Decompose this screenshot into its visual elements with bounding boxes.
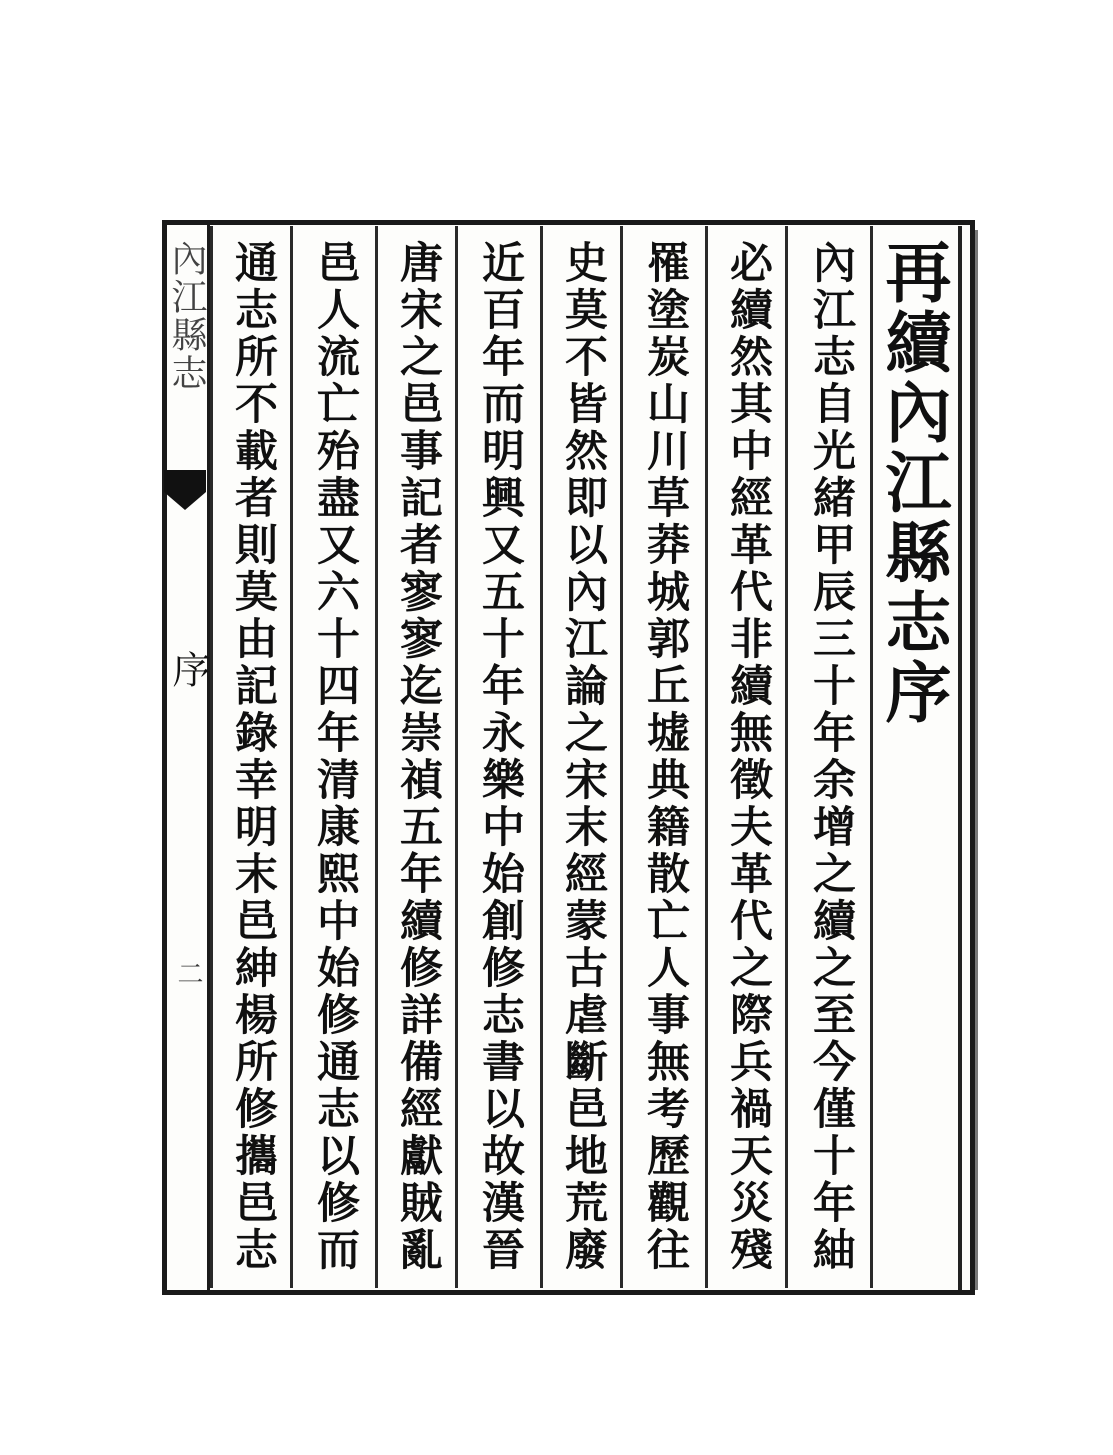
text-column-5: 近百年而明興又五十年永樂中始創修志書以故漢晉 [475,240,525,1274]
column-rule [210,226,213,1288]
column-rule [870,226,873,1288]
frame-inner-line [958,226,962,1290]
column-rule [375,226,378,1288]
text-column-6: 唐宋之邑事記者寥寥迄崇禎五年續修詳備經獻賊亂 [393,240,443,1274]
text-column-8: 通志所不載者則莫由記錄幸明末邑紳楊所修攜邑志 [228,240,278,1274]
preface-title: 再續內江縣志序 [874,238,952,728]
text-column-4: 史莫不皆然即以內江論之宋末經蒙古虐斷邑地荒廢 [558,240,608,1274]
text-column-7: 邑人流亡殆盡又六十四年清康熙中始修通志以修而 [310,240,360,1274]
text-column-1: 內江志自光緒甲辰三十年余增之續之至今僅十年紬 [806,240,856,1274]
column-rule [620,226,623,1288]
banxin-page-number: 二 [173,960,203,986]
text-column-3: 罹塗炭山川草莽城郭丘墟典籍散亡人事無考歷觀往 [640,240,690,1274]
column-rule [785,226,788,1288]
column-rule [290,226,293,1288]
frame-edge [975,230,978,1290]
banxin-book-title: 內江縣志 [166,240,207,392]
banxin-section-label: 序 [166,650,210,688]
column-rule [540,226,543,1288]
column-rule [455,226,458,1288]
column-rule [705,226,708,1288]
text-column-2: 必續然其中經革代非續無徵夫革代之際兵禍天災殘 [723,240,773,1274]
